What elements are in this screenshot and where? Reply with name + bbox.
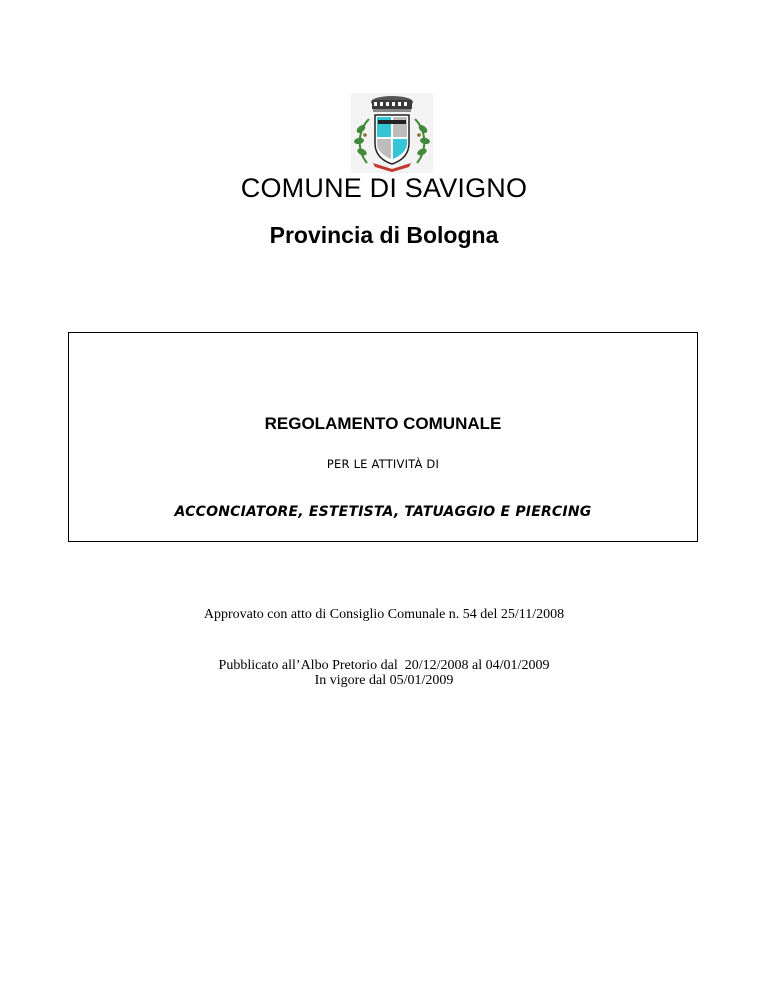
municipality-name: COMUNE DI SAVIGNO: [240, 173, 528, 203]
regulation-activities: ACCONCIATORE, ESTETISTA, TATUAGGIO E PIERCING: [174, 504, 592, 520]
province-name: Provincia di Bologna: [269, 222, 499, 248]
in-force-date: In vigore dal 05/01/2009: [314, 673, 454, 688]
regulation-title: REGOLAMENTO COMUNALE: [264, 414, 502, 433]
coat-of-arms-icon: [351, 93, 433, 173]
publication-period: Pubblicato all’Albo Pretorio dal 20/12/2008 al 04/01/2009: [218, 658, 550, 673]
crown-icon: [371, 96, 413, 112]
approval-note: Approvato con atto di Consiglio Comunale n. 54 del 25/11/2008: [203, 607, 565, 622]
publication-notes: [0, 658, 768, 688]
regulation-subtitle: PER LE ATTIVITÀ DI: [326, 457, 440, 471]
regulation-title-box: [68, 332, 698, 542]
shield-icon: [375, 115, 409, 164]
